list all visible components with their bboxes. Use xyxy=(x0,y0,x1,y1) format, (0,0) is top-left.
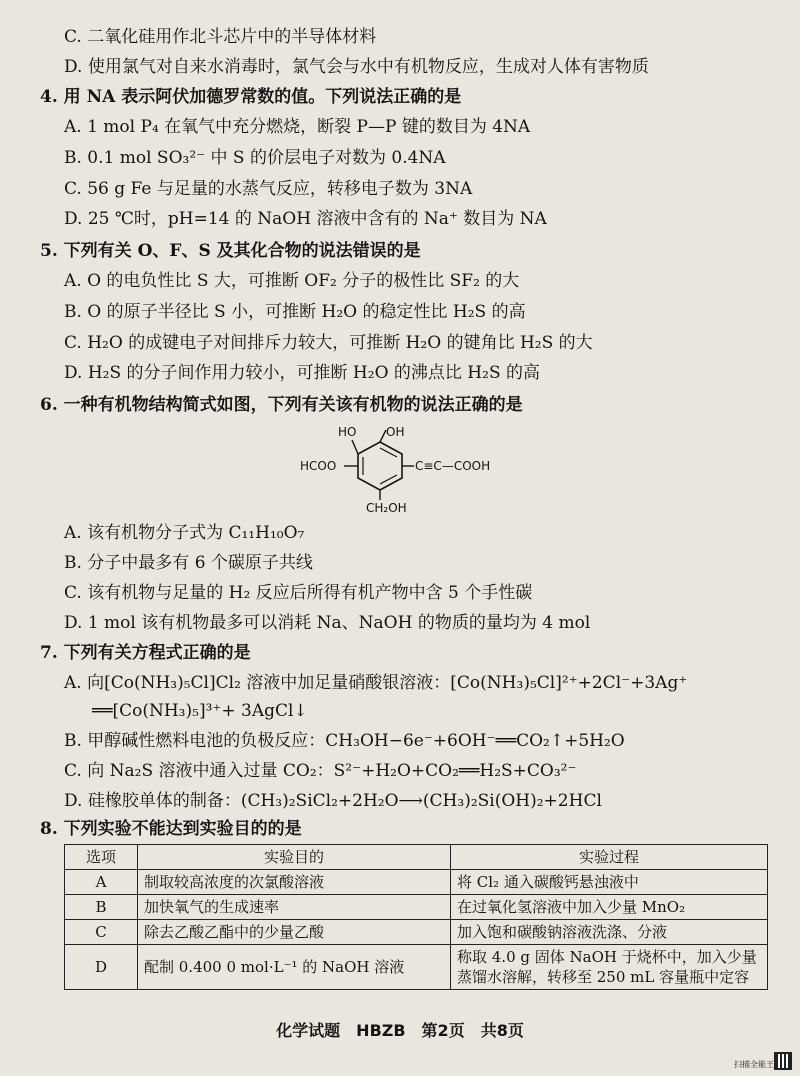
q6-option-a: A. 该有机物分子式为 C₁₁H₁₀O₇ xyxy=(64,523,305,543)
table-cell: 制取较高浓度的次氯酸溶液 xyxy=(138,870,451,895)
q5-option-b: B. O 的原子半径比 S 小，可推断 H₂O 的稳定性比 H₂S 的高 xyxy=(64,302,526,322)
q6-option-b: B. 分子中最多有 6 个碳原子共线 xyxy=(64,553,313,573)
experiment-table xyxy=(64,844,768,990)
q4-option-b: B. 0.1 mol SO₃²⁻ 中 S 的价层电子对数为 0.4NA xyxy=(64,148,446,168)
q5-option-d: D. H₂S 的分子间作用力较小，可推断 H₂O 的沸点比 H₂S 的高 xyxy=(64,363,540,383)
structural-formula-drawing xyxy=(290,420,530,520)
q3-option-c: C. 二氧化硅用作北斗芯片中的半导体材料 xyxy=(64,27,377,47)
q4-option-d: D. 25 ℃时，pH=14 的 NaOH 溶液中含有的 Na⁺ 数目为 NA xyxy=(64,209,547,229)
formate-group: HCOO xyxy=(300,459,337,473)
table-cell: C xyxy=(65,920,138,945)
q7-stem: 7. 下列有关方程式正确的是 xyxy=(40,643,251,663)
table-cell: 在过氧化氢溶液中加入少量 MnO₂ xyxy=(451,895,768,920)
table-header-row xyxy=(65,845,768,870)
q7-option-c: C. 向 Na₂S 溶液中通入过量 CO₂：S²⁻+H₂O+CO₂══H₂S+CO₃²⁻ xyxy=(64,761,577,781)
table-cell: A xyxy=(65,870,138,895)
table-cell: 除去乙酸乙酯中的少量乙酸 xyxy=(138,920,451,945)
q6-option-c: C. 该有机物与足量的 H₂ 反应后所得有机产物中含 5 个手性碳 xyxy=(64,583,533,603)
table-header: 实验过程 xyxy=(451,845,768,870)
q7-option-b: B. 甲醇碱性燃料电池的负极反应：CH₃OH−6e⁻+6OH⁻══CO₂↑+5H₂O xyxy=(64,731,625,751)
table-cell: 加快氧气的生成速率 xyxy=(138,895,451,920)
table-cell: 将 Cl₂ 通入碳酸钙悬浊液中 xyxy=(451,870,768,895)
q8-stem: 8. 下列实验不能达到实验目的的是 xyxy=(40,819,302,839)
qr-code-icon xyxy=(774,1052,792,1070)
table-cell: 加入饱和碳酸钠溶液洗涤、分液 xyxy=(451,920,768,945)
hydroxymethyl-group: CH₂OH xyxy=(366,501,407,515)
table-cell: 称取 4.0 g 固体 NaOH 于烧杯中，加入少量蒸馏水溶解，转移至 250 mL 容量瓶中定容 xyxy=(451,945,768,990)
hydroxyl-group: HO xyxy=(338,425,357,439)
table-header: 选项 xyxy=(65,845,138,870)
q4-option-c: C. 56 g Fe 与足量的水蒸气反应，转移电子数为 3NA xyxy=(64,179,473,199)
table-row xyxy=(65,945,768,990)
table-row xyxy=(65,870,768,895)
q7-option-d: D. 硅橡胶单体的制备：(CH₃)₂SiCl₂+2H₂O⟶(CH₃)₂Si(OH)₂+2HCl xyxy=(64,791,602,811)
q7-option-a: A. 向[Co(NH₃)₅Cl]Cl₂ 溶液中加足量硝酸银溶液：[Co(NH₃)₅Cl]²⁺+2Cl⁻+3Ag⁺ xyxy=(64,673,688,693)
q6-stem: 6. 一种有机物结构简式如图，下列有关该有机物的说法正确的是 xyxy=(40,395,523,415)
q3-option-d: D. 使用氯气对自来水消毒时，氯气会与水中有机物反应，生成对人体有害物质 xyxy=(64,57,649,77)
table-row xyxy=(65,895,768,920)
table-cell: D xyxy=(65,945,138,990)
table-cell: 配制 0.400 0 mol·L⁻¹ 的 NaOH 溶液 xyxy=(138,945,451,990)
table-cell: B xyxy=(65,895,138,920)
alkyne-acid-group: C≡C—COOH xyxy=(415,459,491,473)
structural-formula xyxy=(290,420,530,520)
hydroxyl-group: OH xyxy=(386,425,405,439)
q4-option-a: A. 1 mol P₄ 在氧气中充分燃烧，断裂 P—P 键的数目为 4NA xyxy=(64,117,531,137)
benzene-ring xyxy=(358,442,402,490)
scanner-watermark: 扫描全能王 xyxy=(734,1060,774,1069)
q7-option-a-continued: ══[Co(NH₃)₅]³⁺+ 3AgCl↓ xyxy=(92,701,308,721)
q5-option-a: A. O 的电负性比 S 大，可推断 OF₂ 分子的极性比 SF₂ 的大 xyxy=(64,271,520,291)
q6-option-d: D. 1 mol 该有机物最多可以消耗 Na、NaOH 的物质的量均为 4 mol xyxy=(64,613,591,633)
q5-stem: 5. 下列有关 O、F、S 及其化合物的说法错误的是 xyxy=(40,241,421,261)
q5-option-c: C. H₂O 的成键电子对间排斥力较大，可推断 H₂O 的键角比 H₂S 的大 xyxy=(64,333,593,353)
q4-stem: 4. 用 NA 表示阿伏加德罗常数的值。下列说法正确的是 xyxy=(40,87,462,107)
table-row xyxy=(65,920,768,945)
bond xyxy=(352,440,358,454)
table-header: 实验目的 xyxy=(138,845,451,870)
page-footer: 化学试题 HBZB 第2页 共8页 xyxy=(276,1021,524,1040)
